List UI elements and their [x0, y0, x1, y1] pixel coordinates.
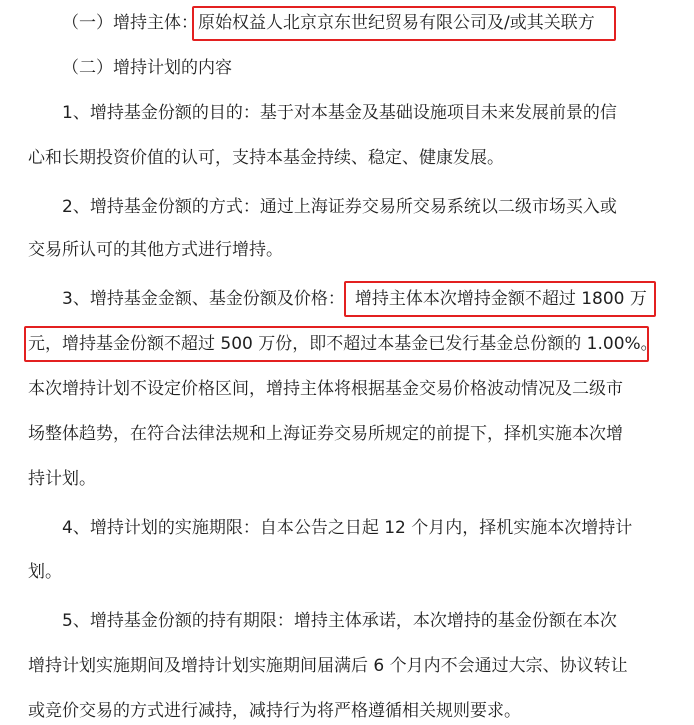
item-1-text-a: 基于对本基金及基础设施项目未来发展前景的信 [259, 103, 617, 123]
item-2-line-1 [62, 195, 617, 219]
item-3-line-4 [28, 422, 623, 446]
item-5-text-a: 增持主体承诺，本次增持的基金份额在本次 [293, 611, 617, 631]
item-1-label: 1、增持基金份额的目的： [62, 103, 260, 123]
section-1-label: （一）增持主体： [62, 13, 198, 33]
item-3-highlight-a: 增持主体本次增持金额不超过 1800 万 [354, 289, 647, 309]
item-5-label: 5、增持基金份额的持有期限： [62, 611, 294, 631]
item-2-line-2 [28, 238, 283, 262]
item-5-text-b: 增持计划实施期间及增持计划实施期间届满后 6 个月内不会通过大宗、协议转让 [28, 656, 628, 676]
item-2-label: 2、增持基金份额的方式： [62, 197, 260, 217]
item-5-text-c: 或竞价交易的方式进行减持，减持行为将严格遵循相关规则要求。 [28, 701, 521, 721]
item-1-text-b: 心和长期投资价值的认可，支持本基金持续、稳定、健康发展。 [28, 148, 504, 168]
item-5-line-3 [28, 699, 521, 723]
item-4-line-1 [62, 516, 632, 540]
item-2-text-a: 通过上海证券交易所交易系统以二级市场买入或 [259, 197, 617, 217]
item-3-text-e: 持计划。 [28, 469, 96, 489]
section-1-subject: 原始权益人北京京东世纪贸易有限公司及/或其关联方 [198, 13, 595, 33]
item-4-label: 4、增持计划的实施期限： [62, 518, 260, 538]
item-4-line-2 [28, 560, 62, 584]
item-1-line-2 [28, 146, 504, 170]
item-1-line-1 [62, 101, 617, 125]
section-2-heading [62, 56, 232, 80]
item-3-text-d: 场整体趋势，在符合法律法规和上海证券交易所规定的前提下，择机实施本次增 [28, 424, 623, 444]
item-5-line-2 [28, 654, 628, 678]
item-3-line-3 [28, 377, 623, 401]
item-3-line-1 [62, 287, 647, 311]
item-4-text-b: 划。 [28, 562, 62, 582]
section-2-label: （二）增持计划的内容 [62, 58, 232, 78]
item-3-label: 3、增持基金金额、基金份额及价格： [62, 289, 345, 309]
item-3-line-2 [28, 332, 658, 356]
item-5-line-1 [62, 609, 617, 633]
item-3-text-c: 本次增持计划不设定价格区间，增持主体将根据基金交易价格波动情况及二级市 [28, 379, 623, 399]
item-2-text-b: 交易所认可的其他方式进行增持。 [28, 240, 283, 260]
section-1-line [62, 11, 595, 35]
item-3-line-5 [28, 467, 96, 491]
item-4-text-a: 自本公告之日起 12 个月内，择机实施本次增持计 [259, 518, 633, 538]
item-3-highlight-b: 元，增持基金份额不超过 500 万份，即不超过本基金已发行基金总份额的 1.00%。 [28, 334, 658, 354]
